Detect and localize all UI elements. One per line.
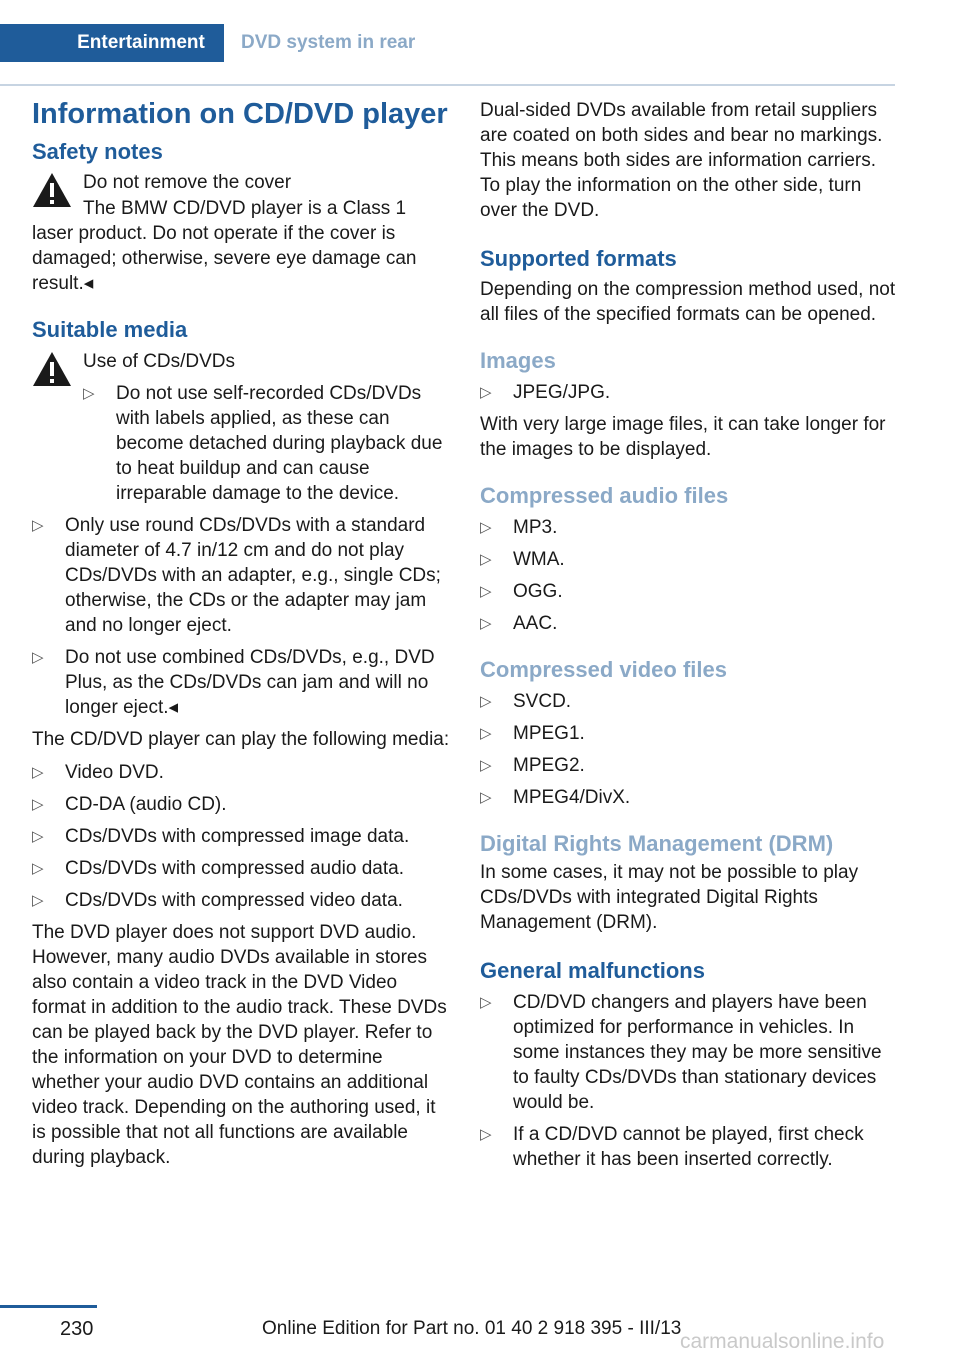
- list-item: ▷ SVCD.: [480, 691, 572, 712]
- bullet-icon: ▷: [83, 385, 95, 402]
- list-item: ▷ CD-DA (audio CD).: [32, 794, 227, 815]
- compressed-video-heading: Compressed video files: [480, 657, 727, 682]
- bullet-icon: ▷: [32, 860, 44, 877]
- formats-text: Depending on the compression method used, not all files of the specified formats can be opened.: [480, 279, 896, 325]
- right-column: [480, 98, 898, 1172]
- bullet-icon: ▷: [32, 517, 44, 534]
- list-item: ▷ CDs/DVDs with compressed audio data.: [32, 858, 404, 879]
- page-header: [0, 24, 895, 62]
- bullet-icon: ▷: [480, 519, 492, 536]
- list-item: ▷ WMA.: [480, 549, 565, 570]
- page-title: Information on CD/DVD player: [32, 98, 448, 130]
- edition-text: Online Edition for Part no. 01 40 2 918 395 - III/13: [262, 1318, 682, 1339]
- images-heading: Images: [480, 348, 556, 373]
- play-intro: The CD/DVD player can play the following media:: [32, 729, 450, 750]
- bullet-icon: ▷: [480, 725, 492, 742]
- safety-warning-text: The BMW CD/DVD player is a Class 1 laser product. Do not operate if the cover is damaged; otherwise, severe eye damage can result.◂: [32, 198, 417, 294]
- list-item: ▷ CD/DVD changers and players have been optimized for performance in vehicles. In some instances they may be more sensitive to faulty CDs/DVDs than stationary devices would be.: [480, 992, 882, 1113]
- safety-warning: [32, 170, 450, 195]
- bullet-icon: ▷: [480, 551, 492, 568]
- bullet-icon: ▷: [32, 828, 44, 845]
- tab-dvd-system-in-rear[interactable]: DVD system in rear: [241, 32, 416, 53]
- media-warning-title: Use of CDs/DVDs: [83, 351, 236, 372]
- list-item: ▷ MP3.: [480, 517, 558, 538]
- warning-triangle-icon: [32, 351, 72, 387]
- page-number: 230: [60, 1318, 94, 1340]
- list-item: ▷ JPEG/JPG.: [480, 382, 611, 403]
- header-divider: [0, 84, 895, 86]
- list-item: ▷ MPEG1.: [480, 723, 585, 744]
- drm-heading: Digital Rights Management (DRM): [480, 831, 834, 856]
- footer-divider: [0, 1305, 97, 1308]
- bullet-icon: ▷: [480, 384, 492, 401]
- list-item: ▷ If a CD/DVD cannot be played, first check whether it has been inserted correctly.: [480, 1124, 864, 1170]
- warning-triangle-icon: [32, 172, 72, 208]
- bullet-icon: ▷: [480, 693, 492, 710]
- list-item: ▷ Video DVD.: [32, 762, 164, 783]
- dvd-audio-paragraph: The DVD player does not support DVD audio. However, many audio DVDs available in stores also contain a video track in the DVD Video format in addition to the audio track. These DVDs can be played back by the DVD player. Refer to the information on your DVD to determine whether your audio DVD contains an additional video track. Depending on the authoring used, it is possible that not all functions are available during playback.: [32, 922, 447, 1168]
- bullet-icon: ▷: [480, 994, 492, 1011]
- list-item: ▷ MPEG2.: [480, 755, 585, 776]
- images-note: With very large image files, it can take longer for the images to be displayed.: [480, 414, 886, 460]
- media-warning: [32, 349, 450, 506]
- bullet-icon: ▷: [32, 892, 44, 909]
- bullet-icon: ▷: [32, 649, 44, 666]
- list-item: ▷ CDs/DVDs with compressed video data.: [32, 890, 403, 911]
- list-item: ▷ AAC.: [480, 613, 558, 634]
- bullet-icon: ▷: [32, 796, 44, 813]
- supported-formats-heading: Supported formats: [480, 246, 677, 271]
- safety-heading: Safety notes: [32, 139, 163, 164]
- watermark: carmanualsonline.info: [680, 1330, 885, 1353]
- drm-text: In some cases, it may not be possible to play CDs/DVDs with integrated Digital Rights Management (DRM).: [480, 862, 859, 933]
- list-item: ▷ CDs/DVDs with compressed image data.: [32, 826, 410, 847]
- list-item: ▷ OGG.: [480, 581, 563, 602]
- dual-sided-paragraph: Dual-sided DVDs available from retail suppliers are coated on both sides and bear no markings. This means both sides are information carriers. To play the information on the other side, turn over the DVD.: [480, 100, 883, 221]
- list-item: ▷ Do not use combined CDs/DVDs, e.g., DVD Plus, as the CDs/DVDs can jam and will no longer eject.◂: [32, 647, 435, 718]
- safety-warning-title: Do not remove the cover: [83, 172, 292, 193]
- bullet-icon: ▷: [480, 757, 492, 774]
- suitable-media-heading: Suitable media: [32, 317, 188, 342]
- bullet-icon: ▷: [480, 1126, 492, 1143]
- general-malfunctions-heading: General malfunctions: [480, 958, 705, 983]
- list-item: ▷ Only use round CDs/DVDs with a standard diameter of 4.7 in/12 cm and do not play CDs/DVDs with an adapter, e.g., single CDs; otherwise, the CDs or the adapter may jam and no longer eject.: [32, 515, 441, 636]
- bullet-icon: ▷: [32, 764, 44, 781]
- bullet-icon: ▷: [480, 583, 492, 600]
- compressed-audio-heading: Compressed audio files: [480, 483, 729, 508]
- bullet-icon: ▷: [480, 789, 492, 806]
- list-item: ▷ Do not use self-recorded CDs/DVDs with labels applied, as these can become detached during playback due to heat buildup and can cause irreparable damage to the device.: [83, 383, 443, 504]
- list-item: ▷ MPEG4/DivX.: [480, 787, 631, 808]
- left-column: [32, 98, 450, 1170]
- tab-entertainment[interactable]: Entertainment: [0, 24, 224, 62]
- bullet-icon: ▷: [480, 615, 492, 632]
